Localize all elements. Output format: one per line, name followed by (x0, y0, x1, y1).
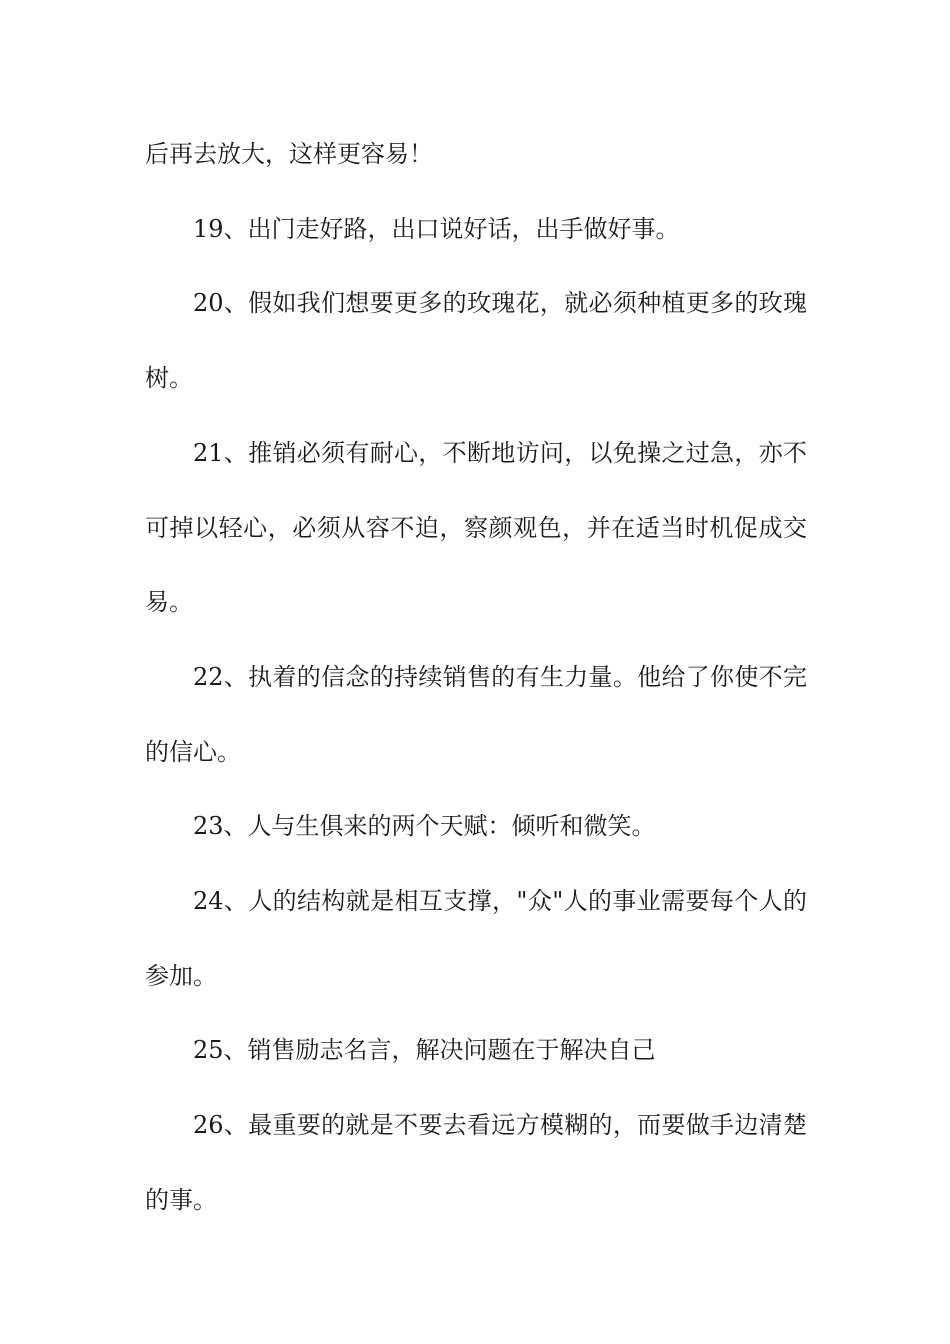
paragraph-21: 21、推销必须有耐心，不断地访问，以免操之过急，亦不可掉以轻心，必须从容不迫，察颜观色，并在适当时机促成交易。 (145, 438, 807, 617)
paragraph-continuation: 后再去放大，这样更容易！ (145, 140, 433, 168)
paragraph-22: 22、执着的信念的持续销售的有生力量。他给了你使不完的信心。 (145, 662, 807, 766)
paragraph-23: 23、人与生俱来的两个天赋：倾听和微笑。 (193, 812, 656, 841)
document-body (145, 117, 807, 1238)
paragraph-25: 25、销售励志名言，解决问题在于解决自己 (193, 1036, 656, 1065)
paragraph-26: 26、最重要的就是不要去看远方模糊的，而要做手边清楚的事。 (145, 1111, 807, 1214)
paragraph-19: 19、出门走好路，出口说好话，出手做好事。 (193, 214, 680, 243)
paragraph-20: 20、假如我们想要更多的玫瑰花，就必须种植更多的玫瑰树。 (145, 289, 807, 393)
paragraph-24: 24、人的结构就是相互支撑，"众"人的事业需要每个人的参加。 (145, 887, 807, 990)
